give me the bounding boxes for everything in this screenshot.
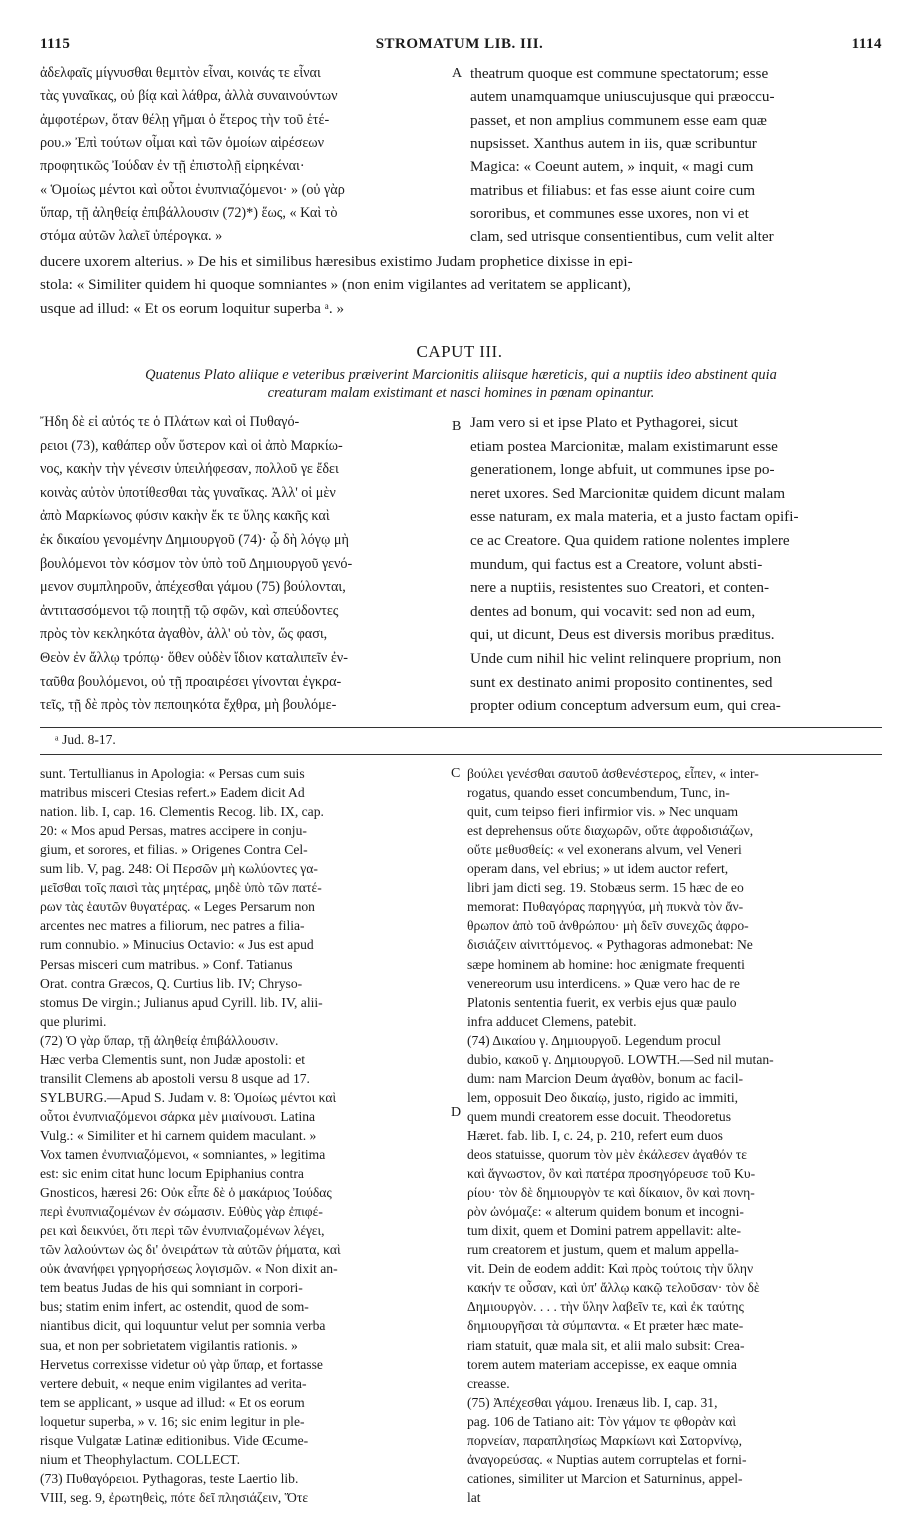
greek-text-line: μενον συμπληροῦν, ἀπέχεσθαι γάμου (75) βούλονται, — [40, 579, 346, 596]
note-line: bus; statim enim infert, ac ostendit, quod de som- — [40, 1299, 309, 1315]
note-line: οὔτε μεθυσθείς: « vel exonerans alvum, vel Veneri — [467, 842, 742, 858]
latin-text-line: matribus et filiabus: et fas esse aiunt coire cum — [470, 181, 756, 199]
note-line: Hæret. fab. lib. I, c. 24, p. 210, refert eum duos — [467, 1127, 723, 1143]
note-line: VIII, seg. 9, ἐρωτηθεὶς, πότε δεῖ πλησιάζειν, Ὅτε — [40, 1489, 309, 1505]
note-line: Δημιουργὸν. . . . τὴν ὕλην λαβεῖν τε, καὶ ἐκ ταύτης — [467, 1299, 744, 1315]
latin-text-line: etiam postea Marcionitæ, malam existimarunt esse — [470, 437, 778, 455]
note-line: (75) Ἀπέχεσθαι γάμου. Irenæus lib. I, cap. 31, — [467, 1394, 718, 1410]
note-line: gium, et sorores, et filias. » Origenes Contra Cel- — [40, 842, 308, 858]
greek-text-line: πρὸς τὸν κεκληκότα ἀγαθὸν, ἀλλ' οὐ τὸν, ὥς φασι, — [40, 626, 328, 643]
note-line: stomus De virgin.; Julianus apud Cyrill. lib. IV, alii- — [40, 994, 323, 1010]
note-line: sum lib. V, pag. 248: Οἱ Περσῶν μὴ κωλύοντες γα- — [40, 861, 318, 877]
greek-text-line: κοινὰς αὐτὸν ὑποτίθεσθαι τὰς γυναῖκας. Ἀλλ' οἱ μὲν — [40, 484, 336, 501]
note-line: nation. lib. I, cap. 16. Clementis Recog. lib. IX, cap. — [40, 804, 324, 820]
greek-text-line: ὕπαρ, τῇ ἀληθείᾳ ἐπιβάλλουσιν (72)*) ἕως, « Καὶ τὸ — [40, 204, 338, 221]
note-line: βούλει γενέσθαι σαυτοῦ ἀσθενέστερος, εἶπεν, « inter- — [467, 766, 759, 781]
note-line: καὶ ἄγνωστον, ὃν καὶ πατέρα προσηγόρευσε τοῦ Κυ- — [467, 1166, 756, 1182]
note-line: Gnosticos, hæresi 26: Οὐκ εἶπε δὲ ὁ μακάριος Ἰούδας — [40, 1185, 332, 1201]
latin-text-line: nupsisset. Xanthus autem in iis, quæ scribuntur — [470, 134, 757, 152]
page-number-right: 1114 — [851, 36, 882, 52]
note-line: rum creatorem et justum, quem et malum appella- — [467, 1242, 739, 1258]
note-line: dubio, κακοῦ γ. Δημιουργοῦ. LOWTH.—Sed nil mutan- — [467, 1051, 774, 1067]
note-line: θρωπον ἀπὸ τοῦ ἀνθρώπου· μὴ δεῖν συνεχῶς ἀφρο- — [467, 918, 749, 934]
note-line: loquetur superba, » v. 16; sic enim legitur in ple- — [40, 1413, 305, 1429]
latin-text-line: clam, sed utrisque consentientibus, cum velit alter — [470, 228, 774, 246]
greek-text-line: Θεὸν ἐν ἄλλῳ τρόπῳ· ὅθεν οὐδὲν ἴδιον καταλιπεῖν ἐν- — [40, 650, 348, 666]
note-line: οὗτοι ἐνυπνιαζόμενοι σάρκα μὲν μιαίνουσι. Latina — [40, 1108, 316, 1124]
note-line: pag. 106 de Tatiano ait: Τὸν γάμον τε φθορὰν καὶ — [467, 1413, 737, 1429]
note-line: que plurimi. — [40, 1013, 107, 1029]
greek-text-line: ταῦθα βουλόμενοι, οὐ τῇ προαιρέσει γίνονται ἐγκρα- — [40, 673, 342, 690]
latin-text-line: passet, et non amplius communem esse eam quæ — [470, 111, 767, 129]
note-line: deos statuisse, quorum τὸν μὲν ἐκάλεσεν ἀγαθόν τε — [467, 1147, 747, 1162]
note-line: est: sic enim citat hunc locum Epiphanius contra — [40, 1166, 304, 1182]
note-line: Persas misceri cum matribus. » Conf. Tatianus — [40, 956, 293, 972]
note-line: quit, cum teipso fieri infirmior vis. » Nec unquam — [467, 804, 739, 820]
greek-text-line: ἀδελφαῖς μίγνυσθαι θεμιτὸν εἶναι, κοινάς τε εἶναι — [40, 65, 321, 81]
latin-text-line: autem unamquamque uniuscujusque qui præoccu- — [470, 88, 775, 106]
full-width-text-line: ducere uxorem alterius. » De his et similibus hæresibus existimo Judam prophetice dixisse in epi- — [40, 253, 633, 270]
note-line: (72) Ὁ γὰρ ὕπαρ, τῇ ἀληθείᾳ ἐπιβάλλουσιν. — [40, 1032, 279, 1048]
subtitle-line: creaturam malam existimant et nasci homines in pœnam opinantur. — [267, 385, 655, 401]
note-line: τῶν λαλούντων ὡς δι' ὀνειράτων τὰ αὐτῶν ῥήματα, καὶ — [40, 1242, 341, 1258]
margin-marker-a: A — [452, 66, 463, 81]
note-line: lem, opposuit Deo δικαίῳ, justo, rigido ac immiti, — [467, 1089, 738, 1105]
greek-text-line: βουλόμενοι τὸν κόσμον τὸν ὑπὸ τοῦ Δημιουργοῦ γενό- — [40, 555, 353, 572]
note-line: quem mundi creatorem esse docuit. Theodoretus — [467, 1108, 731, 1124]
greek-text-line: νος, κακὴν τὴν γένεσιν ὑπειλήφεσαν, πολλοῦ γε ἔδει — [40, 461, 339, 478]
latin-text-line: nere a nuptiis, resistentes suo Creatori, et conten- — [470, 579, 770, 597]
note-line: sæpe hominem ab homine: hoc ænigmate frequenti — [467, 956, 745, 972]
note-line: (73) Πυθαγόρειοι. Pythagoras, teste Laertio lib. — [40, 1470, 299, 1486]
note-line: operam dans, vel ebrius; » ut idem auctor refert, — [467, 861, 729, 877]
note-line: memorat: Πυθαγόρας παρηγγύα, μὴ πυκνὰ τὸν ἄν- — [467, 899, 744, 915]
greek-text-line: Ἤδη δὲ εἰ αὐτός τε ὁ Πλάτων καὶ οἱ Πυθαγό- — [40, 414, 300, 430]
latin-text-line: Unde cum nihil hic velint relinquere proprium, non — [470, 650, 782, 667]
note-line: ἀναγορεύσας. « Nuptias autem corruptelas et forni- — [467, 1451, 747, 1467]
latin-text-line: Magica: « Coeunt autem, » inquit, « magi cum — [470, 158, 754, 176]
note-line: torem autem materiam accepisse, ex eaque omnia — [467, 1356, 737, 1372]
note-line: Vox tamen ἐνυπνιαζόμενοι, « somniantes, » legitima — [40, 1147, 326, 1162]
greek-text-line: ρειοι (73), καθάπερ οὖν ὕστερον καὶ οἱ ἀπὸ Μαρκίω- — [40, 437, 343, 454]
note-line: transilit Clemens ab apostoli versu 8 usque ad 17. — [40, 1070, 310, 1086]
note-line: vertere debuit, « neque enim vigilantes ad verita- — [40, 1375, 307, 1391]
greek-text-line: ἐκ δικαίου γενομένην Δημιουργοῦ (74)· ᾧ δὴ λόγῳ μὴ — [40, 532, 349, 548]
margin-marker-b: B — [452, 419, 462, 434]
note-line: ρει καὶ δεικνύει, ὅτι περὶ τῶν ἐνυπνιαζομένων λέγει, — [40, 1223, 325, 1239]
note-line: venereorum usu interdicens. » Quæ vero hac de re — [467, 975, 740, 991]
note-line: Hæc verba Clementis sunt, non Judæ apostoli: et — [40, 1051, 306, 1067]
note-line: riam statuit, quæ mala sit, et alii malo subsit: Crea- — [467, 1337, 745, 1353]
margin-marker-d: D — [451, 1105, 462, 1120]
greek-text-line: ἀμφοτέρων, ὅταν θέλῃ γῆμαι ὁ ἕτερος τὴν τοῦ ἑτέ- — [40, 111, 330, 128]
note-line: μεῖσθαι τοῖς παισὶ τὰς μητέρας, μηδὲ ὑπὸ τῶν πατέ- — [40, 880, 322, 896]
note-line: Platonis sententia fuerit, ex verbis ejus quæ paulo — [467, 994, 737, 1010]
full-width-text-line: usque ad illud: « Et os eorum loquitur superba ᵃ. » — [40, 299, 345, 317]
note-line: ρων τὰς ἑαυτῶν θυγατέρας. « Leges Persarum non — [40, 899, 315, 915]
latin-text-line: mundum, qui factus est a Creatore, volunt absti- — [470, 555, 763, 573]
note-line: niantibus dicit, qui loquuntur velut per somnia verba — [40, 1318, 326, 1334]
greek-text-line: τεῖς, τῇ δὲ πρὸς τὸν πεποιηκότα ἔχθρα, μὴ βουλόμε- — [40, 697, 337, 714]
note-line: tem beatus Judas de his qui somniant in corpori- — [40, 1280, 303, 1296]
greek-text-line: ἀπὸ Μαρκίωνος φύσιν κακὴν ἔκ τε ὕλης κακῆς καὶ — [40, 508, 330, 525]
note-line: nium et Theophylactum. COLLECT. — [40, 1451, 240, 1467]
note-line: (74) Δικαίου γ. Δημιουργοῦ. Legendum procul — [467, 1032, 721, 1048]
note-line: rum connubio. » Minucius Octavio: « Jus est apud — [40, 937, 314, 953]
footnote-divider — [40, 727, 882, 728]
latin-text-line: propter odium conceptum adversum eum, qui crea- — [470, 697, 781, 715]
note-line: cationes, similiter ut Marcion et Saturninus, appel- — [467, 1470, 743, 1486]
latin-text-line: qui, ut dicunt, Deus est diversis moribus præditus. — [470, 626, 775, 644]
note-line: arcentes nec matres a filiorum, nec patres a filia- — [40, 918, 305, 934]
latin-text-line: esse naturam, ex mala materia, et a justo factam opifi- — [470, 508, 799, 526]
note-line: ρὸν ὠνόμαζε: « alterum quidem bonum et incogni- — [467, 1204, 744, 1220]
note-line: Vulg.: « Similiter et hi carnem quidem maculant. » — [40, 1127, 317, 1143]
full-width-text-line: stola: « Similiter quidem hi quoque somniantes » (non enim vigilantes ad veritatem se applicant), — [40, 276, 631, 294]
greek-text-line: στόμα αὐτῶν λαλεῖ ὑπέρογκα. » — [40, 228, 223, 245]
latin-text-line: ce ac Creatore. Qua quidem ratione nolentes implere — [470, 532, 790, 549]
note-line: Hervetus correxisse videtur οὐ γὰρ ὕπαρ, et fortasse — [40, 1356, 323, 1372]
greek-text-line: ἀντιτασσόμενοι τῷ ποιητῇ τῷ σφῶν, καὶ σπεύδοντες — [40, 602, 339, 619]
note-line: est deprehensus οὔτε διαχωρῶν, οὔτε ἀφροδισιάζων, — [467, 823, 754, 839]
greek-text-line: « Ὁμοίως μέντοι καὶ οὗτοι ἐνυπνιαζόμενοι· » (οὐ γὰρ — [40, 181, 345, 198]
running-title: STROMATUM LIB. III. — [375, 36, 544, 52]
margin-marker-c: C — [451, 766, 461, 781]
note-line: 20: « Mos apud Persas, matres accipere in conju- — [40, 823, 307, 839]
note-line: sua, et non per sobrietatem vigilantis rationis. » — [40, 1337, 298, 1353]
note-line: libri jam dicti seg. 19. Stobæus serm. 15 hæc de eo — [467, 880, 744, 896]
subtitle-line: Quatenus Plato aliique e veteribus præiverint Marcionitis aliisque hæreticis, qui a nuptiis ideo abstinent quia — [145, 367, 777, 383]
note-line: lat — [467, 1489, 481, 1505]
note-line: Orat. contra Græcos, Q. Curtius lib. IV; Chryso- — [40, 975, 303, 991]
scripture-footnote: ᵃ Jud. 8-17. — [55, 732, 116, 747]
note-line: infra adducet Clemens, patebit. — [467, 1013, 637, 1029]
note-line: SYLBURG.—Apud S. Judam v. 8: Ὁμοίως μέντοι καὶ — [40, 1089, 337, 1105]
note-line: οὐκ ἀνανήφει γρηγορήσεως λογισμῶν. « Non dixit an- — [40, 1261, 338, 1277]
latin-text-line: Jam vero si et ipse Plato et Pythagorei, sicut — [470, 414, 738, 431]
note-line: rogatus, quando esset concumbendum, Tunc, in- — [467, 785, 730, 801]
latin-text-line: sunt ex destinato animi proposito continentes, sed — [470, 673, 773, 691]
note-line: dum: nam Marcion Deum ἀγαθὸν, bonum ac facil- — [467, 1070, 744, 1086]
notes-divider — [40, 754, 882, 755]
note-line: vit. Dein de eodem addit: Καὶ πρὸς τούτοις τὴν ὕλην — [467, 1261, 754, 1277]
note-line: περὶ ἐνυπνιαζομένων ἐν σώμασιν. Εὐθὺς γὰρ ἐπιφέ- — [40, 1204, 323, 1220]
note-line: tum dixit, quem et Domini patrem appellavit: alte- — [467, 1223, 742, 1239]
greek-text-line: προφητικῶς Ἰούδαν ἐν τῇ ἐπιστολῇ εἰρηκέναι· — [40, 158, 305, 175]
latin-text-line: sororibus, et communes esse uxores, non vi et — [470, 204, 749, 222]
note-line: sunt. Tertullianus in Apologia: « Persas cum suis — [40, 766, 305, 781]
note-line: creasse. — [467, 1375, 510, 1391]
note-line: ρίου· τὸν δὲ δημιουργὸν τε καὶ δίκαιον, ὃν καὶ πονη- — [467, 1185, 755, 1201]
latin-text-line: dentes ad bonum, qui vocavit: sed non ad eum, — [470, 602, 756, 620]
latin-text-line: neret uxores. Sed Marcionitæ quidem dicunt malam — [470, 484, 786, 502]
greek-text-line: τὰς γυναῖκας, οὐ βίᾳ καὶ λάθρα, ἀλλὰ συναινούντων — [40, 88, 338, 105]
note-line: δημιουργῆσαι τὰ σύμπαντα. « Et præter hæc mate- — [467, 1318, 744, 1334]
note-line: matribus misceri Ctesias refert.» Eadem dicit Ad — [40, 785, 305, 801]
note-line: κακήν τε οὖσαν, καὶ ὑπ' ἄλλῳ κακῷ τελοῦσαν· τὸν δὲ — [467, 1280, 760, 1296]
note-line: πορνείαν, παραπλησίως Μαρκίωνι καὶ Σατορνίνῳ, — [467, 1432, 743, 1448]
chapter-title: CAPUT III. — [416, 342, 503, 361]
note-line: tem se applicant, » usque ad illud: « Et os eorum — [40, 1394, 305, 1410]
note-line: risque Vulgatæ Latinæ editionibus. Vide Œcume- — [40, 1432, 309, 1448]
latin-text-line: generationem, longe abfuit, ut communes ipse po- — [470, 461, 775, 479]
greek-text-line: ρου.» Ἐπὶ τούτων οἶμαι καὶ τῶν ὁμοίων αἱρέσεων — [40, 134, 325, 151]
page-number-left: 1115 — [40, 36, 71, 52]
note-line: δισιάζειν αἰνιττόμενος. « Pythagoras admonebat: Ne — [467, 937, 753, 953]
latin-text-line: theatrum quoque est commune spectatorum; esse — [470, 65, 769, 82]
